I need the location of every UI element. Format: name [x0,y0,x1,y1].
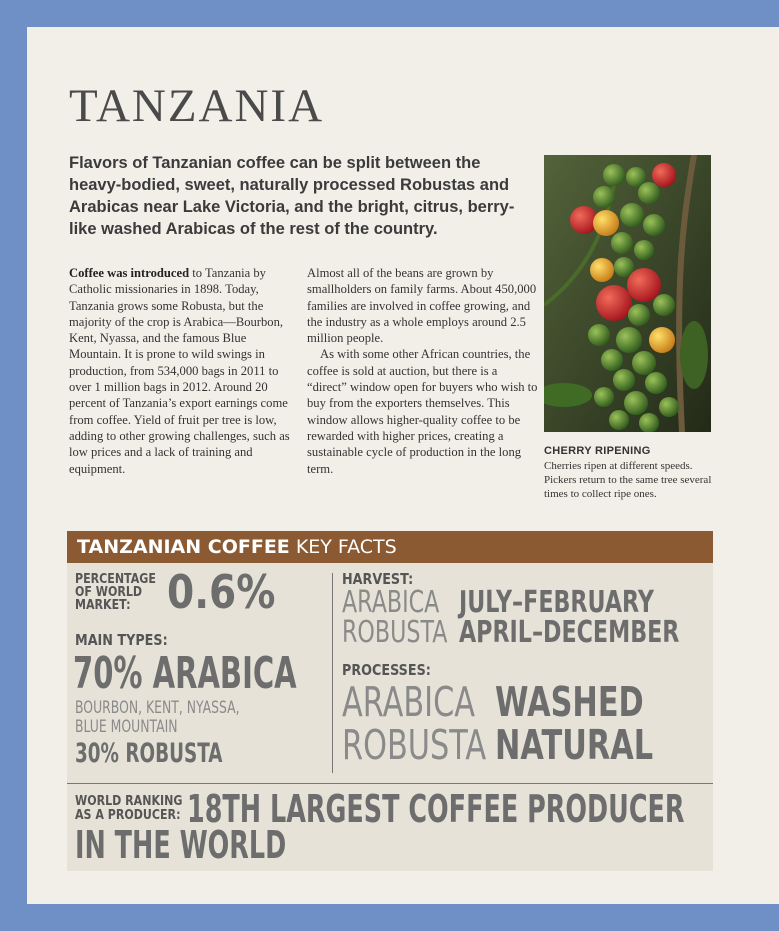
market-share-label-line-3: MARKET: [75,598,131,613]
harvest-arabica-name: ARABICA [342,585,440,620]
ranking-label-line-1: WORLD RANKING [75,794,183,809]
ranking-label-line-2: AS A PRODUCER: [75,808,181,823]
column-1-lead-in: Coffee was introduced [69,266,190,280]
photo-caption-title: CHERRY RIPENING [544,445,651,457]
key-facts-header-bar [67,531,713,563]
key-facts-title [77,536,397,558]
arabica-varieties-line-1: BOURBON, KENT, NYASSA, [75,698,240,718]
lead-paragraph: Flavors of Tanzanian coffee can be split between the heavy-bodied, sweet, naturally processed Robustas and Arabicas near Lake Victoria, and the bright, citrus, berry-like washed Arabicas of the rest of the country. [69,154,515,238]
process-robusta-method: NATURAL [495,721,654,769]
key-facts-panel [67,531,713,871]
ranking-value-line-2: IN THE WORLD [75,823,287,867]
coffee-cherries-photo [544,155,711,432]
harvest-arabica-months: JULY–FEBRUARY [459,585,654,620]
key-facts-title-rest: KEY FACTS [289,536,397,558]
harvest-label: HARVEST: [342,570,414,588]
harvest-robusta-months: APRIL–DECEMBER [459,615,680,650]
harvest-robusta-name: ROBUSTA [342,615,448,650]
main-types-label: MAIN TYPES: [75,631,168,649]
body-column-1 [69,265,297,477]
processes-label: PROCESSES: [342,661,431,679]
process-robusta-name: ROBUSTA [342,721,487,769]
market-share-label-line-1: PERCENTAGE [75,572,156,587]
body-column-2 [307,265,539,477]
column-2-paragraph-2: As with some other African countries, the coffee is sold at auction, but there is a “direct” window open for buyers who wish to buy from the exporters themselves. This window allows higher-quality coffee to be rewarded with higher prices, creating a sustainable cycle of production in the long term. [307,347,538,476]
process-arabica-method: WASHED [495,678,644,726]
arabica-share: 70% ARABICA [73,648,297,699]
page-title: TANZANIA [69,80,325,132]
magazine-page [27,27,779,904]
photo-caption-text: Cherries ripen at different speeds. Pickers return to the same tree several times to collect ripe ones. [544,460,712,500]
process-arabica-name: ARABICA [342,678,476,726]
ranking-value-line-1: 18TH LARGEST COFFEE PRODUCER [187,787,685,831]
market-share-label-line-2: OF WORLD [75,585,143,600]
arabica-varieties-line-2: BLUE MOUNTAIN [75,717,178,737]
key-facts-vertical-divider [332,573,333,773]
key-facts-horizontal-divider [67,783,713,784]
column-1-text: to Tanzania by Catholic missionaries in 1898. Today, Tanzania grows some Robusta, but the majority of the crop is Arabica—Bourbon, Kent, Nyassa, and the famous Blue Mountain. It is prone to wild swings in production, from 534,000 bags in 2011 to over 1 million bags in 2012. Around 20 percent of Tanzania’s export earnings come from coffee. Yield of fruit per tree is low, adding to other growing challenges, such as low prices and a lack of training and equipment. [69,266,290,476]
robusta-share: 30% ROBUSTA [75,738,223,769]
market-share-value: 0.6% [167,565,276,619]
column-2-paragraph-1: Almost all of the beans are grown by smallholders on family farms. About 450,000 families are involved in coffee growing, and the industry as a whole employs around 2.5 million people. [307,266,537,346]
key-facts-title-bold: TANZANIAN COFFEE [77,536,290,558]
